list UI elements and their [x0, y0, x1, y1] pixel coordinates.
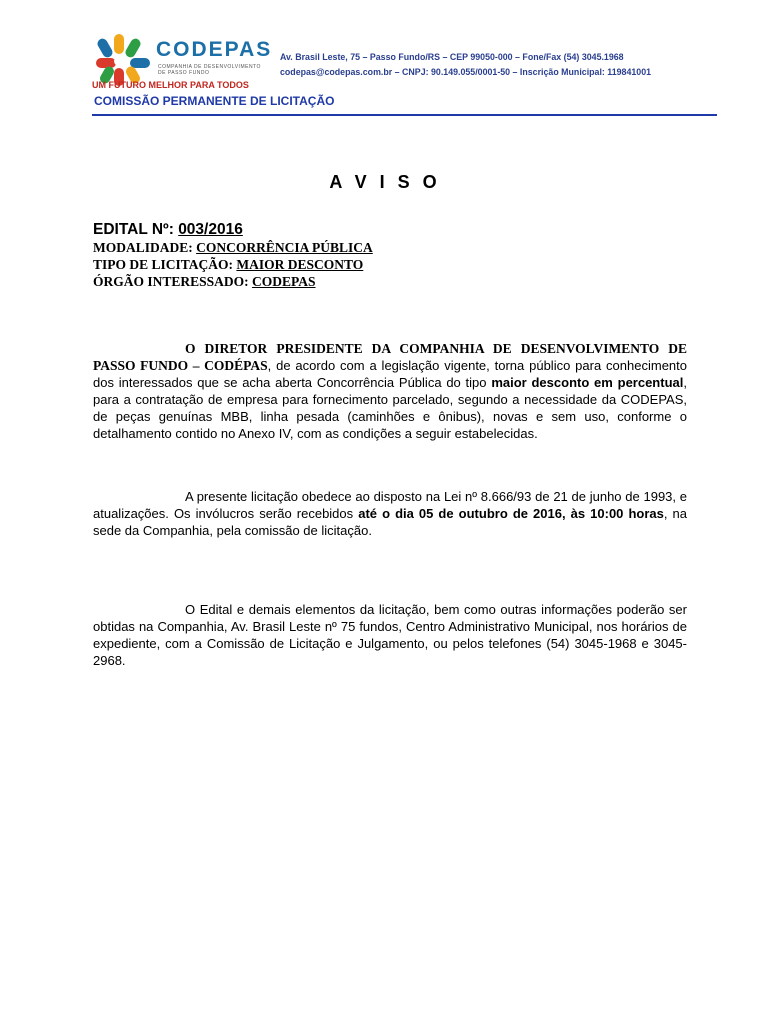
- tipo-label: TIPO DE LICITAÇÃO:: [93, 257, 234, 272]
- paragraph-2-bold: até o dia 05 de outubro de 2016, às 10:00 horas: [358, 506, 664, 521]
- letterhead: [90, 30, 720, 120]
- codepas-logo-icon: [94, 34, 152, 86]
- modalidade-value: CONCORRÊNCIA PÚBLICA: [196, 240, 373, 255]
- paragraph-1-intro: O DIRETOR PRESIDENTE DA COMPANHIA DE DESENVOLVIMENTO DE PASSO FUNDO – CODÉPAS: [93, 341, 687, 373]
- paragraph-3: [93, 601, 687, 669]
- paragraph-2-text-c: , na sede da Companhia, pela comissão de licitação.: [93, 506, 688, 538]
- paragraph-1-bold: maior desconto em percentual: [491, 375, 684, 390]
- orgao-label: ÓRGÃO INTERESSADO:: [93, 274, 249, 289]
- orgao-interessado: [93, 274, 316, 290]
- tipo-value: MAIOR DESCONTO: [236, 257, 364, 272]
- modalidade: [93, 240, 373, 256]
- address-line-1: Av. Brasil Leste, 75 – Passo Fundo/RS – CEP 99050-000 – Fone/Fax (54) 3045.1968: [280, 52, 624, 63]
- paragraph-3-text: O Edital e demais elementos da licitação, bem como outras informações poderão ser obtidas na Companhia, Av. Brasil Leste nº 75 fundos, Centro Administrativo Municipal, nos horários de expediente, com a Comissão de Licitação e Julgamento, ou pelos telefones (54) 3045-1968 e 3045-2968.: [93, 602, 687, 668]
- brand-subtitle: COMPANHIA DE DESENVOLVIMENTO DE PASSO FUNDO: [158, 64, 261, 76]
- paragraph-2: [93, 488, 687, 539]
- edital-label: EDITAL Nº:: [93, 221, 174, 238]
- address-line-2: codepas@codepas.com.br – CNPJ: 90.149.055/0001-50 – Inscrição Municipal: 119841001: [280, 67, 652, 78]
- paragraph-2-text-a: A presente licitação obedece ao disposto na Lei nº 8.666/93 de 21 de junho de 1993, e atualizações. Os invólucros serão recebidos: [93, 489, 687, 521]
- edital-number: [93, 221, 243, 239]
- slogan: UM FUTURO MELHOR PARA TODOS: [92, 80, 249, 90]
- paragraph-1: [93, 340, 687, 442]
- edital-value: 003/2016: [178, 221, 243, 238]
- paragraph-1-text-a: , de acordo com a legislação vigente, torna público para conhecimento dos interessados que se acha aberta Concorrência Pública do tipo: [93, 358, 687, 390]
- orgao-value: CODEPAS: [252, 274, 316, 289]
- tipo-licitacao: [93, 257, 363, 273]
- header-divider: [92, 114, 717, 116]
- notice-title: A V I S O: [329, 172, 441, 192]
- paragraph-1-text-c: , para a contratação de empresa para fornecimento parcelado, segundo a necessidade da CODEPAS, de peças genuínas MBB, linha pesada (caminhões e ônibus), novas e sem uso, conforme o detalhamento contido no Anexo IV, com as condições a seguir estabelecidas.: [93, 375, 687, 441]
- brand-name: CODEPAS: [156, 38, 273, 61]
- modalidade-label: MODALIDADE:: [93, 240, 193, 255]
- commission-title: COMISSÃO PERMANENTE DE LICITAÇÃO: [94, 94, 335, 108]
